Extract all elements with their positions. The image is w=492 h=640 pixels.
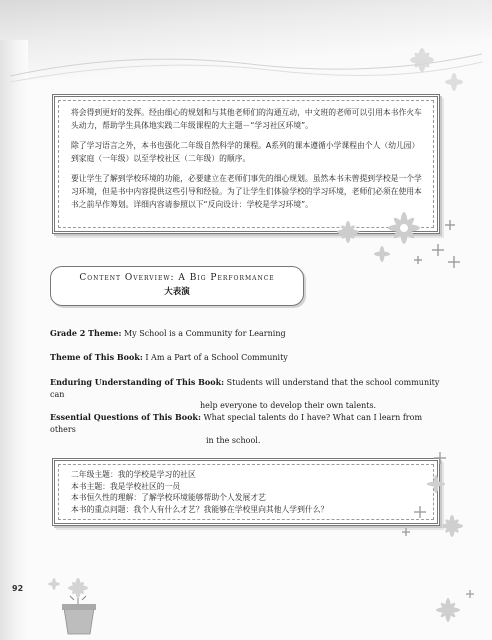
summary-line: 本书主题：我是学校社区的一员: [71, 481, 181, 491]
enduring-label: Enduring Understanding of This Book:: [50, 377, 225, 387]
grade-theme-label: Grade 2 Theme:: [50, 328, 122, 338]
book-theme-label: Theme of This Book:: [50, 352, 143, 362]
summary-line: 二年级主题：我的学校是学习的社区: [71, 470, 196, 479]
page-number: 92: [12, 584, 24, 593]
intro-paragraph: 除了学习语言之外，本书也强化二年级自然科学的课程。A系列的课本遵循小学课程由个人（幼儿园）到家庭（一年级）以至学校社区（二年级）的顺序。: [71, 141, 420, 163]
overview-title-cn: 大表演: [164, 287, 190, 297]
enduring-understanding-line: [50, 377, 450, 412]
essential-questions-line: [50, 412, 450, 447]
book-theme-value: I Am a Part of a School Community: [145, 353, 288, 362]
questions-value: What special talents do I have? What can I learn from others: [50, 413, 423, 434]
grade-theme-line: [50, 328, 450, 340]
content-overview-banner: [50, 266, 304, 306]
summary-line: 本书的重点问题：我个人有什么才艺？我能够在学校里向其他人学到什么？: [71, 504, 329, 514]
sparkle-decoration-icon: [396, 448, 466, 548]
questions-label: Essential Questions of This Book:: [50, 412, 201, 422]
enduring-value: Students will understand that the school community can: [50, 378, 440, 399]
enduring-value-cont: help everyone to develop their own talents.: [200, 401, 377, 410]
questions-value-cont: in the school.: [206, 436, 261, 445]
intro-paragraph: 将会得到更好的发挥。经由细心的规划和与其他老师们的沟通互动，中文班的老师可以引用本书作火车头动力，帮助学生具体地实践二年级课程的大主题－“学习社区环境”。: [71, 108, 422, 130]
summary-text-box: [52, 458, 440, 526]
page-edge-shadow: [0, 40, 28, 640]
grade-theme-value: My School is a Community for Learning: [123, 329, 286, 338]
intro-paragraph: 要让学生了解到学校环境的功能，必要建立在老师们事先的细心规划。虽然本书未曾提到学校是一个学习环境，但是书中内容提供这些引导和经验。为了让学生们体验学校的学习环境，老师们必须在使用本书之前早作筹划。详细内容请参照以下“反向设计：学校是学习环境”。: [71, 174, 422, 209]
summary-line: 本书恒久性的理解：了解学校环境能够帮助个人发展才艺: [71, 493, 266, 503]
flower-decoration-icon: [392, 40, 472, 100]
overview-title-en: Content Overview: A Big Performance: [79, 273, 275, 283]
sparkle-decoration-icon: [418, 584, 478, 634]
flower-pot-icon: [34, 574, 114, 636]
flower-cluster-icon: [330, 206, 470, 272]
book-theme-line: [50, 352, 450, 364]
